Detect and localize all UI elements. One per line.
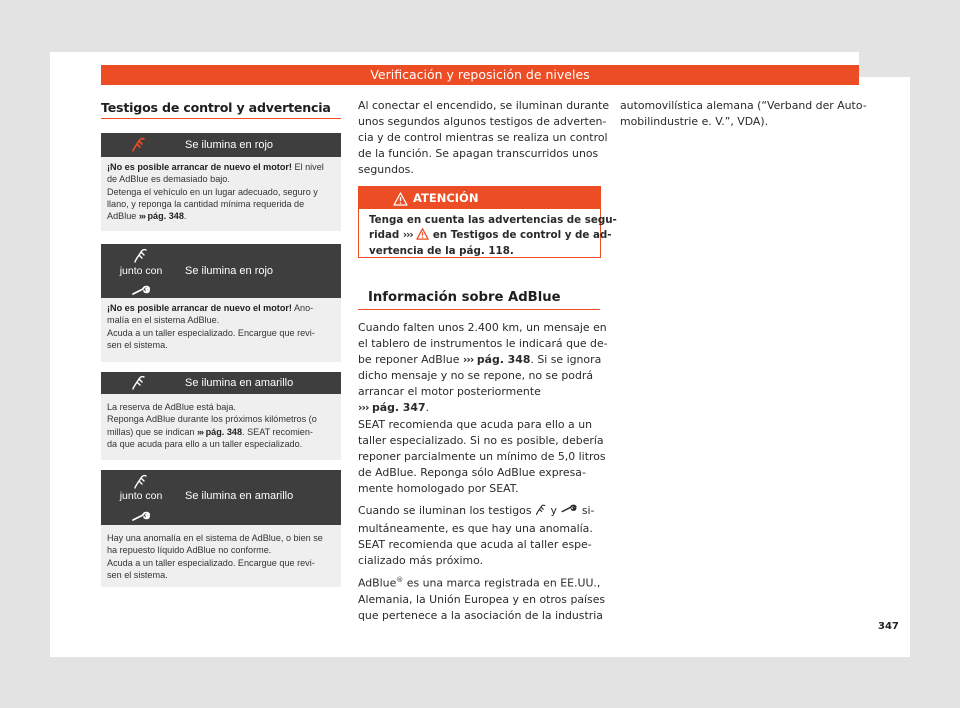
p1-arrows-1: ››› — [462, 353, 474, 367]
card-2-junto-con: junto con — [119, 265, 163, 277]
card-3-header — [101, 372, 341, 394]
card-1-headline: Se ilumina en rojo — [185, 139, 274, 151]
p1-ref-link-2[interactable]: pág. 347 — [371, 401, 426, 415]
p4-line-2: Alemania, la Unión Europea y en otros países — [358, 592, 606, 606]
warning-line-2b[interactable]: en Testigos de control y de ad- — [429, 228, 612, 241]
p3-line-1b: y — [550, 504, 557, 517]
card-3-body — [101, 394, 341, 460]
card-4-junto-con: junto con — [119, 490, 163, 502]
card-4-line3: Acuda a un taller especializado. Encargue que revi- — [107, 557, 315, 568]
p1-line-1: Cuando falten unos 2.400 km, un mensaje en — [358, 321, 607, 334]
card-1-line4: llano, y reponga la cantidad mínima requerida de — [107, 198, 305, 209]
card-3-ref-arrows: ››› — [196, 426, 204, 437]
card-2-line1: Ano- — [291, 303, 314, 313]
adblue-paragraph-4 — [358, 572, 606, 624]
p2-line-3: reponer parcialmente un mínimo de 5,0 litros — [358, 450, 606, 464]
warning-text — [369, 213, 617, 259]
card-3-ref-link[interactable]: pág. 348 — [205, 426, 243, 437]
p2-line-1: SEAT recomienda que acuda para ello a un — [358, 418, 592, 431]
p4-registered-mark: ® — [396, 576, 404, 584]
intro-line-3: cia y de control mientras se realiza un control — [358, 131, 608, 145]
header-margin — [859, 52, 910, 77]
adblue-info-title: Información sobre AdBlue — [368, 290, 561, 305]
card-4-line2: ha repuesto líquido AdBlue no conforme. — [107, 545, 272, 556]
card-1-line5: AdBlue — [107, 211, 137, 222]
p2-line-2: taller especializado. Si no es posible, debería — [358, 434, 604, 448]
warning-triangle-icon — [393, 191, 408, 210]
card-2-bold: ¡No es posible arrancar de nuevo el motor! — [107, 303, 292, 313]
card-4-header — [101, 470, 341, 525]
p1-line-3b: . Si se ignora — [530, 353, 602, 367]
card-3-line1: La reserva de AdBlue está baja. — [107, 402, 236, 412]
warning-header — [359, 187, 600, 209]
p1-line-5: arrancar el motor posteriormente — [358, 385, 541, 399]
warning-line-3[interactable]: vertencia de la pág. 118. — [369, 245, 514, 257]
continuation-paragraph — [620, 98, 867, 130]
adblue-paragraph-2 — [358, 417, 606, 497]
card-1-line2: de AdBlue es demasiado bajo. — [107, 174, 230, 185]
adblue-nozzle-red-icon — [131, 137, 147, 157]
card-3-line4: da que acuda para ello a un taller especializado. — [107, 438, 303, 449]
p1-line-2: el tablero de instrumentos le indicará que de- — [358, 337, 608, 351]
adblue-info-title-rule — [358, 309, 600, 310]
intro-paragraph — [358, 98, 610, 178]
p3-line-2: multáneamente, es que hay una anomalía. — [358, 522, 593, 536]
p3-wrench-icon — [560, 503, 578, 519]
adblue-paragraph-3 — [358, 503, 602, 569]
card-2-line4: sen el sistema. — [107, 339, 168, 350]
card-1-ref-arrows: ››› — [138, 211, 145, 222]
card-1-header — [101, 133, 341, 157]
card-3-line3b: . SEAT recomien- — [242, 426, 313, 437]
p4-line-3: que pertenece a la asociación de la industria — [358, 608, 603, 622]
card-3-headline: Se ilumina en amarillo — [185, 377, 294, 389]
card-2-headline: Se ilumina en rojo — [185, 265, 274, 277]
p3-nozzle-icon — [535, 504, 547, 521]
adblue-nozzle-amber-icon — [131, 375, 147, 395]
chapter-header: Verificación y reposición de niveles — [101, 65, 859, 85]
right-line-2: mobilindustrie e. V.”, VDA). — [620, 115, 769, 129]
intro-line-5: segundos. — [358, 163, 414, 177]
card-4-line4: sen el sistema. — [107, 569, 168, 580]
card-1-body — [101, 157, 341, 231]
card-2-body — [101, 298, 341, 362]
p2-line-4: de AdBlue. Reponga sólo AdBlue expresa- — [358, 466, 586, 480]
p1-ref-link-1[interactable]: pág. 348 — [476, 353, 531, 367]
card-4-line1: Hay una anomalía en el sistema de AdBlue, o bien se — [107, 533, 323, 543]
p4-line-1a: AdBlue — [358, 576, 397, 590]
p1-line-3a: be reponer AdBlue — [358, 353, 460, 367]
intro-line-1: Al conectar el encendido, se iluminan durante — [358, 99, 610, 112]
p3-line-1a: Cuando se iluminan los testigos — [358, 504, 532, 517]
p4-line-1b: es una marca registrada en EE.UU., — [403, 576, 601, 590]
card-1-line3: Detenga el vehículo en un lugar adecuado, seguro y — [107, 186, 318, 197]
card-4-body — [101, 525, 341, 587]
warning-line-2a: ridad — [369, 228, 400, 241]
intro-line-2: unos segundos algunos testigos de adverten- — [358, 115, 607, 129]
right-line-1: automovilística alemana (“Verband der Auto- — [620, 99, 867, 112]
p3-line-1c: si- — [581, 504, 595, 517]
p2-line-5: mente homologado por SEAT. — [358, 482, 519, 496]
p3-line-3: SEAT recomienda que acuda al taller espe- — [358, 538, 592, 552]
card-1-end: . — [183, 211, 187, 222]
card-3-line2: Reponga AdBlue durante los próximos kilómetros (o — [107, 414, 317, 425]
page-number: 347 — [878, 621, 899, 632]
warning-inline-triangle-icon — [416, 228, 429, 245]
warning-box — [358, 186, 617, 258]
section-title-rule — [101, 118, 341, 119]
card-1-line1: El nivel — [291, 162, 324, 172]
intro-line-4: de la función. Se apagan transcurridos unos — [358, 147, 599, 161]
p1-line-4: dicho mensaje y no se repone, no se podrá — [358, 369, 594, 383]
card-4-headline: Se ilumina en amarillo — [185, 490, 294, 502]
p1-arrows-2: ››› — [358, 401, 369, 415]
adblue-paragraph-1 — [358, 320, 608, 417]
card-1-ref-link[interactable]: pág. 348 — [147, 211, 184, 222]
warning-label: ATENCIÓN — [413, 191, 479, 205]
card-2-header — [101, 244, 341, 298]
warning-line-1: Tenga en cuenta las advertencias de segu- — [369, 214, 617, 226]
p1-line-6b: . — [425, 401, 430, 415]
card-2-line3: Acuda a un taller especializado. Encargue que revi- — [107, 327, 315, 338]
card-3-line3a: millas) que se indican — [107, 426, 195, 437]
p3-line-4: cializado más próximo. — [358, 554, 484, 568]
section-title: Testigos de control y advertencia — [101, 100, 331, 115]
card-1-bold: ¡No es posible arrancar de nuevo el motor! — [107, 162, 292, 172]
warning-arrows: ››› — [402, 228, 413, 241]
card-2-line2: malía en el sistema AdBlue. — [107, 315, 220, 326]
